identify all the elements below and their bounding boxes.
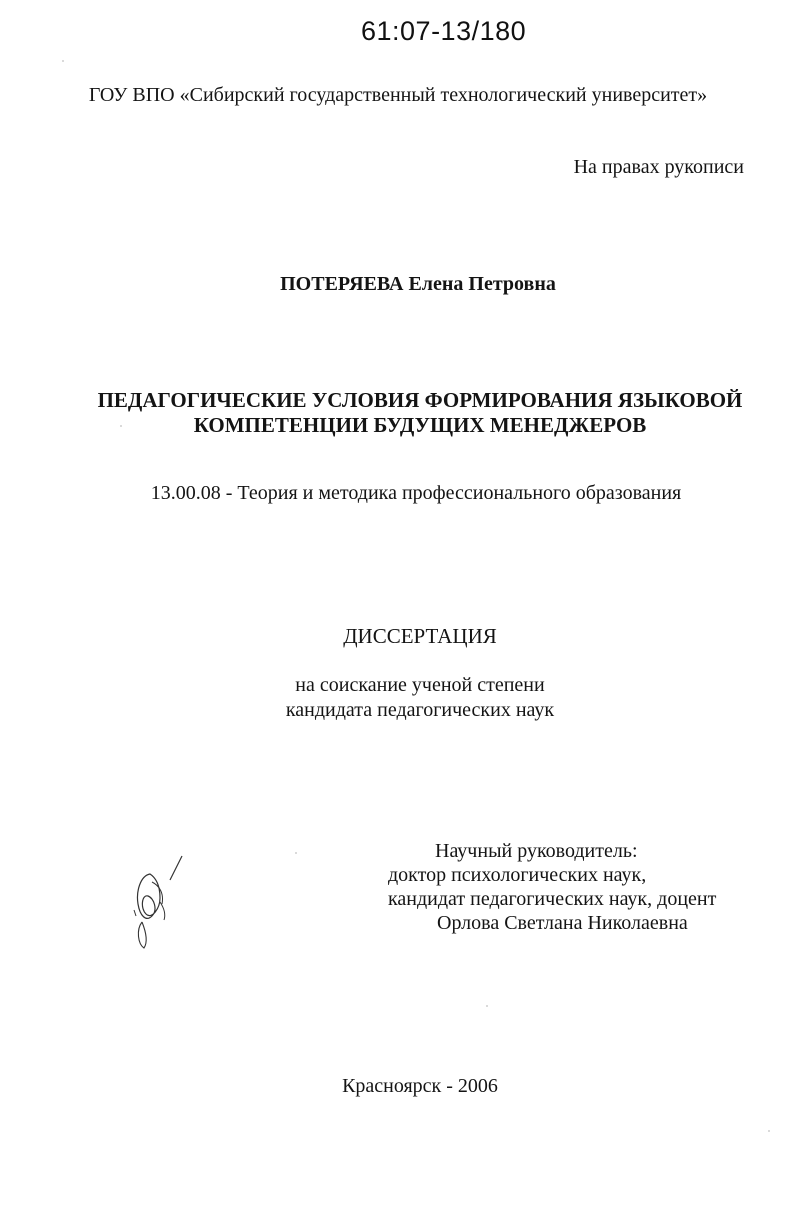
degree-line-1: на соискание ученой степени: [295, 674, 545, 696]
degree-line-2: кандидата педагогических наук: [285, 699, 555, 721]
scan-speck: [62, 60, 64, 62]
dissertation-title: [0, 388, 796, 438]
institution-name: ГОУ ВПО «Сибирский государственный технологический университет»: [88, 84, 708, 106]
title-line-2: КОМПЕТЕНЦИИ БУДУЩИХ МЕНЕДЖЕРОВ: [193, 413, 647, 437]
supervisor-label: Научный руководитель:: [435, 840, 638, 862]
degree-sought: [0, 673, 796, 723]
handwritten-signature: [130, 852, 190, 952]
scan-speck: [486, 1005, 488, 1007]
scan-speck: [120, 425, 122, 427]
author-name: ПОТЕРЯЕВА Елена Петровна: [280, 273, 556, 295]
archive-stamp-number: 61:07-13/180: [361, 16, 527, 46]
rights-note: На правах рукописи: [573, 156, 744, 178]
supervisor-block: [388, 839, 716, 935]
document-type: ДИССЕРТАЦИЯ: [343, 624, 497, 648]
title-line-1: ПЕДАГОГИЧЕСКИЕ УСЛОВИЯ ФОРМИРОВАНИЯ ЯЗЫКОВОЙ: [97, 388, 743, 412]
supervisor-degree-1: доктор психологических наук,: [388, 864, 647, 886]
supervisor-degree-2: кандидат педагогических наук, доцент: [388, 888, 717, 910]
supervisor-name: Орлова Светлана Николаевна: [437, 912, 688, 934]
scan-speck: [295, 852, 297, 854]
city-year: Красноярск - 2006: [342, 1075, 498, 1097]
specialty-code: 13.00.08 - Теория и методика профессионального образования: [150, 482, 682, 504]
scan-speck: [768, 1130, 770, 1132]
